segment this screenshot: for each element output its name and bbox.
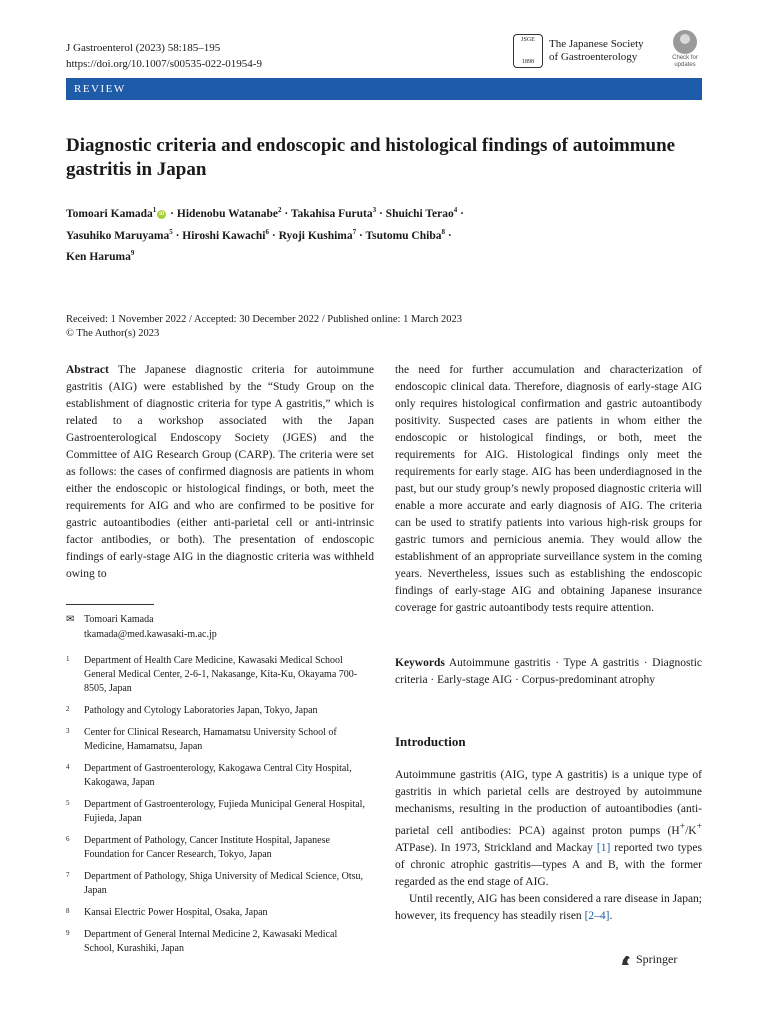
society-line-1: The Japanese Society <box>549 38 644 50</box>
abstract-left <box>66 362 374 583</box>
society-line-2: of Gastroenterology <box>549 51 638 63</box>
section-heading-introduction: Introduction <box>395 734 466 749</box>
check-line-1: Check for <box>672 55 698 61</box>
affiliation-item: 4 Department of Gastroenterology, Kakogawa Central City Hospital, Kakogawa, Japan <box>66 763 352 788</box>
publisher-name: Springer <box>636 952 678 966</box>
author[interactable]: Tsutomu Chiba$^8$ <box>365 227 445 242</box>
affiliation-item: 7 Department of Pathology, Shiga University of Medical Science, Otsu, Japan <box>66 871 364 896</box>
intro-paragraph-2: Until recently, AIG has been considered a rare disease in Japan; however, its frequency has steadily risen [2–4]. <box>395 892 702 922</box>
society-logo <box>513 34 644 68</box>
journal-info <box>66 40 262 72</box>
author[interactable]: Ken Haruma$^9$ <box>66 249 135 264</box>
seal-top-text: JSGE <box>521 37 535 43</box>
envelope-icon: ✉ <box>66 614 75 625</box>
affiliation-item: 8 Kansai Electric Power Hospital, Osaka, Japan <box>66 907 268 918</box>
keywords-label: Keywords <box>395 657 445 669</box>
article-title: Diagnostic criteria and endoscopic and histological findings of autoimmune gastritis in Japan <box>66 135 676 180</box>
citation-link[interactable]: [1] <box>596 841 611 854</box>
publication-dates <box>66 313 462 341</box>
keywords <box>395 655 702 689</box>
publisher-logo <box>620 952 677 967</box>
society-name <box>549 38 644 64</box>
introduction-body <box>395 767 702 925</box>
article-type-banner: REVIEW <box>66 78 702 100</box>
check-updates-icon <box>673 30 697 54</box>
date-line: Received: 1 November 2022 / Accepted: 30 December 2022 / Published online: 1 March 2023 <box>66 314 462 325</box>
author[interactable]: Hidenobu Watanabe$^2$ <box>176 206 282 220</box>
check-line-2: updates <box>674 62 696 68</box>
keywords-text: Autoimmune gastritis · Type A gastritis · Diagnostic criteria · Early-stage AIG · Corpus-predominant atrophy <box>395 657 702 686</box>
citation-link[interactable]: [2–4] <box>584 909 610 922</box>
author[interactable]: Yasuhiko Maruyama$^5$ <box>66 227 173 242</box>
email-link[interactable]: tkamada@med.kawasaki-m.ac.jp <box>84 629 217 640</box>
author-list: Tomoari Kamada$^1$iD · Hidenobu Watanabe$^2$ · Takahisa Furuta$^3$ · Shuichi Terao$^4$ · Yasuhiko Maruyama$^5$ · Hiroshi Kawachi$^6$ · Ryoji Kushima$^7$ · Tsutomu Chiba$^8$ · Ken Haruma$^9$ <box>66 206 464 264</box>
orcid-icon[interactable]: iD <box>159 211 165 217</box>
author[interactable]: Tomoari Kamada$^1$ <box>66 206 157 220</box>
affiliation-list <box>66 654 366 964</box>
jsge-seal-icon <box>513 34 543 68</box>
abstract-text-left: The Japanese diagnostic criteria for autoimmune gastritis (AIG) were established by the “Study Group on the establishment of diagnostic criteria for type A gastritis,” which is related to a workshop associated with the Japan Gastroenterological Endoscopy Society (JGES) and the Committee of AIG Research Group (CARP). The criteria were set as follows: the cases of confirmed diagnosis are patients in whom either the endoscopic or histological findings, or both, meet the requirements for AIG and who are confirmed to be positive for gastric autoantibodies (either anti-parietal cell or anti-intrinsic factor antibodies, or both). The presentation of endoscopic findings of early-stage AIG in the diagnostic criteria was withheld owing to <box>66 364 374 580</box>
copyright: © The Author(s) 2023 <box>66 328 160 339</box>
author[interactable]: Shuichi Terao$^4$ <box>385 206 458 220</box>
affiliation-item: 6 Department of Pathology, Cancer Institute Hospital, Japanese Foundation for Cancer Research, Tokyo, Japan <box>66 835 330 860</box>
corresponding-author: Tomoari Kamada <box>84 614 154 625</box>
affiliation-item: 9 Department of General Internal Medicine 2, Kawasaki Medical School, Kurashiki, Japan <box>66 929 338 954</box>
affiliation-item: 3 Center for Clinical Research, Hamamatsu University School of Medicine, Hamamatsu, Japan <box>66 727 337 752</box>
abstract-right: the need for further accumulation and characterization of endoscopic clinical data. Therefore, diagnosis of early-stage AIG only requires histological confirmation and gastric autoantibody positivity. Suspected cases are patients in whom either the endoscopic or histological findings, or both, meet the requirements for AIG. Histological findings only meet the requirements for early stage. AIG has been underdiagnosed in the past, but our study group’s newly proposed diagnostic criteria will enable a more accurate and early diagnosis of AIG. The criteria can be used to stratify patients into various high-risk groups for gastric tumors and pernicious anemia. They would allow the establishment of an appropriate surveillance system in the coming years. Nevertheless, issues such as establishing the endoscopic findings of early-stage AIG and obtaining Japanese insurance coverage for gastric autoantibody tests require attention. <box>395 364 702 614</box>
affiliation-item: 1 Department of Health Care Medicine, Kawasaki Medical School General Medical Center, 2-6-1, Nakasange, Kita-Ku, Okayama 700-8505, Japan <box>66 655 358 694</box>
abstract-label: Abstract <box>66 364 109 376</box>
author[interactable]: Ryoji Kushima$^7$ <box>278 227 357 242</box>
doi-link[interactable]: https://doi.org/10.1007/s00535-022-01954-9 <box>66 58 262 70</box>
author[interactable]: Takahisa Furuta$^3$ <box>290 206 377 220</box>
citation: J Gastroenterol (2023) 58:185–195 <box>66 42 221 54</box>
intro-paragraph-1: Autoimmune gastritis (AIG, type A gastritis) is a unique type of gastritis in which parietal cells are destroyed by autoimmune mechanisms, resulting in the production of autoantibodies (anti-parietal cell antibodies: PCA) against proton pumps (H+/K+ ATPase). In 1973, Strickland and Mackay [1] reported two types of chronic atrophic gastritis—types A and B, with the former regarded as the end stage of AIG. <box>395 769 702 888</box>
check-for-updates-button[interactable] <box>668 30 702 68</box>
affiliation-item: 5 Department of Gastroenterology, Fujieda Municipal General Hospital, Fujieda, Japan <box>66 799 365 824</box>
author[interactable]: Hiroshi Kawachi$^6$ <box>182 227 269 242</box>
footnote-divider <box>66 604 154 605</box>
seal-bottom-text: 1898 <box>522 59 534 65</box>
correspondence <box>66 612 217 642</box>
springer-horse-icon <box>620 954 632 966</box>
affiliation-item: 2 Pathology and Cytology Laboratories Japan, Tokyo, Japan <box>66 705 318 716</box>
